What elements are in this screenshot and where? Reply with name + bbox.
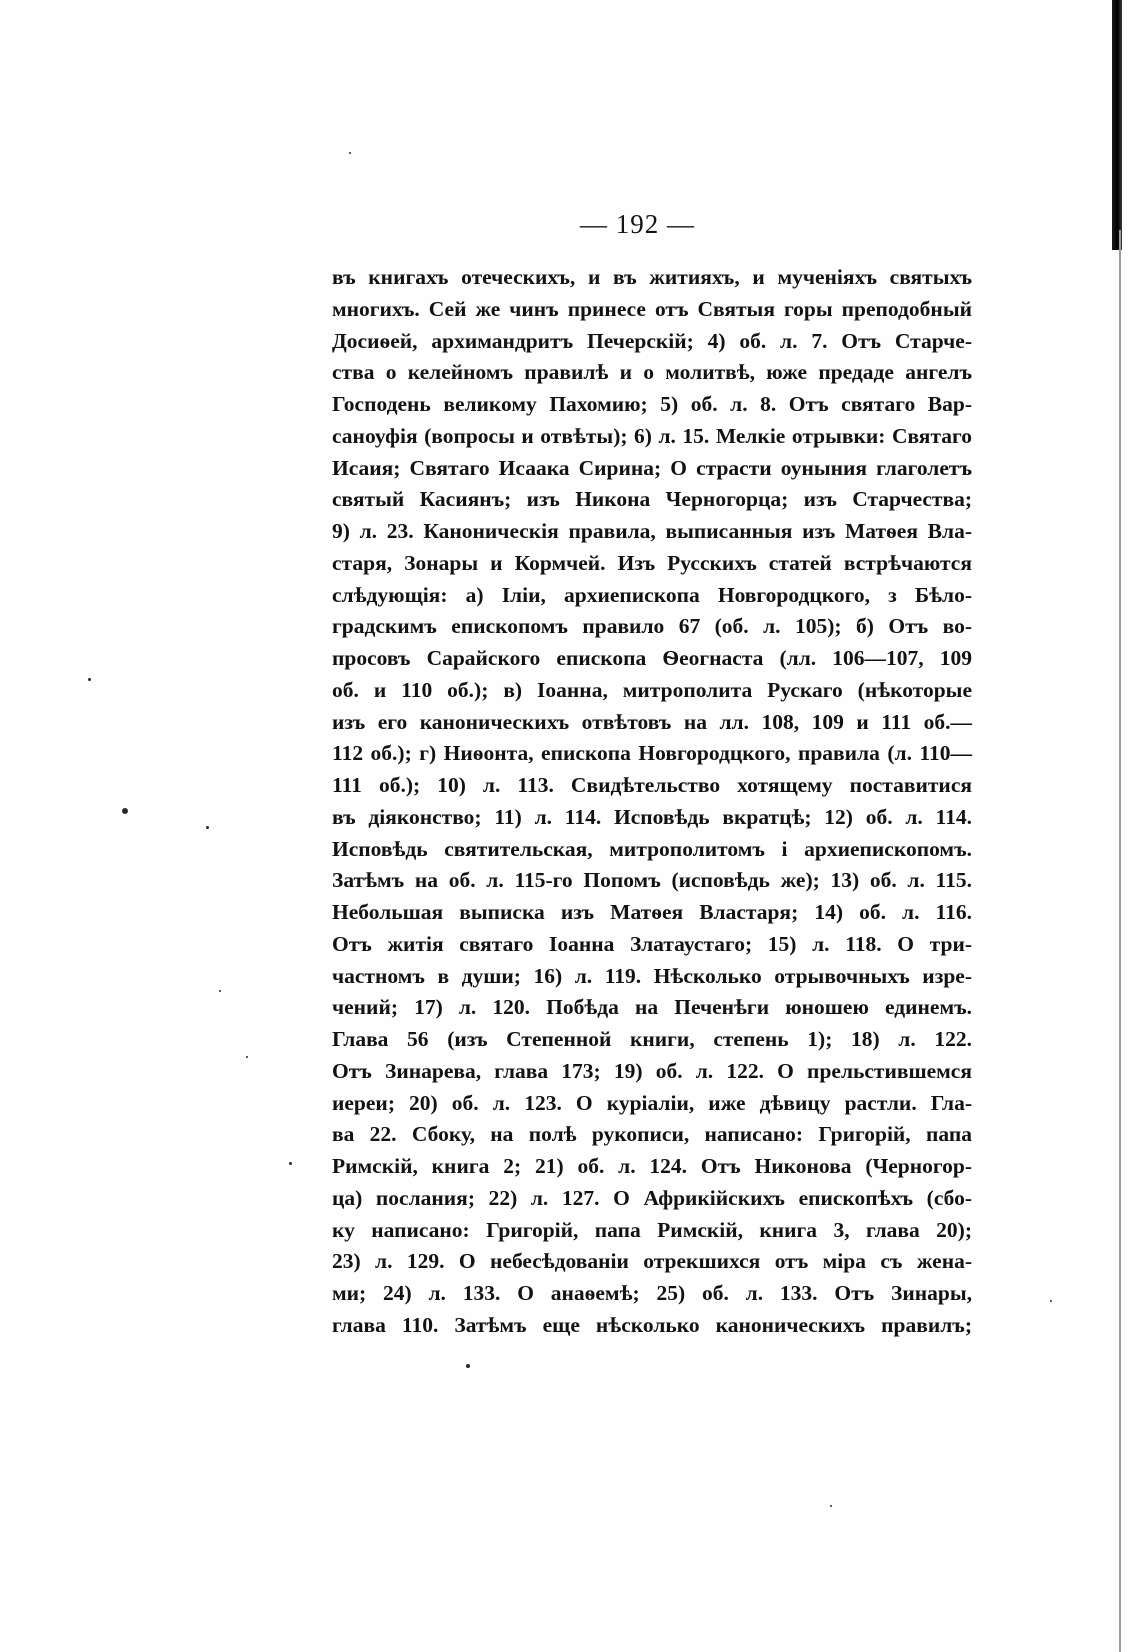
text-line: частномъ в души; 16) л. 119. Нѣсколько отрывочныхъ изре- [332, 963, 972, 988]
scan-speck [289, 1162, 292, 1165]
text-line: ми; 24) л. 133. О анаѳемѣ; 25) об. л. 133. Отъ Зинары, [332, 1281, 972, 1305]
scan-speck [206, 826, 209, 829]
text-line: въ книгахъ отеческихъ, и въ житияхъ, и мученіяхъ святыхъ [332, 265, 972, 289]
text-line: святый Касиянъ; изъ Никона Черногорца; изъ Старчества; [332, 487, 972, 512]
text-line: просовъ Сарайского епископа Ѳеогнаста (лл. 106—107, 109 [332, 646, 972, 670]
text-line: 9) л. 23. Каноническія правила, выписанныя изъ Матѳея Вла- [332, 519, 972, 543]
text-line: 23) л. 129. О небесѣдованіи отрекшихся отъ міра съ жена- [332, 1249, 972, 1274]
scan-speck [349, 152, 351, 154]
text-line: Исаия; Святаго Исаака Сирина; О страсти оуныния глаголетъ [332, 455, 972, 480]
text-line: 111 об.); 10) л. 113. Свидѣтельство хотящему поставитися [332, 773, 972, 797]
page-edge-line [1119, 230, 1121, 1652]
text-line: ку написано: Григорій, папа Римскій, книга 3, глава 20); [332, 1217, 972, 1242]
book-binding-edge [1112, 0, 1122, 250]
text-line: Небольшая выписка изъ Матѳея Властаря; 14) об. л. 116. [332, 900, 972, 924]
text-line: старя, Зонары и Кормчей. Изъ Русскихъ статей встрѣчаются [332, 550, 972, 575]
page-number: — 192 — [580, 209, 695, 239]
scan-speck [122, 808, 128, 814]
text-line: Отъ Зинарева, глава 173; 19) об. л. 122. О прельстившемся [332, 1058, 972, 1083]
scan-speck [1050, 1300, 1052, 1302]
text-line: изъ его каноническихъ отвѣтовъ на лл. 108, 109 и 111 об.— [332, 709, 972, 734]
scan-speck [219, 990, 221, 992]
text-line: Отъ житія святаго Іоанна Златаустаго; 15) л. 118. О три- [332, 931, 972, 956]
text-line: 112 об.); г) Ниѳонта, епископа Новгородцкого, правила (л. 110— [332, 741, 972, 766]
text-line: градскимъ епископомъ правило 67 (об. л. 105); б) Отъ во- [332, 614, 972, 639]
text-line: саноуфія (вопросы и отвѣты); 6) л. 15. Мелкіе отрывки: Святаго [332, 423, 972, 448]
text-line: ства о келейномъ правилѣ и о молитвѣ, юже предаде ангелъ [332, 360, 972, 385]
text-line: Затѣмъ на об. л. 115-го Попомъ (исповѣдь же); 13) об. л. 115. [332, 868, 972, 893]
scan-speck [88, 678, 91, 681]
text-line: об. и 110 об.); в) Іоанна, митрополита Рускаго (нѣкоторые [332, 677, 972, 702]
text-line: Досиѳей, архимандритъ Печерскій; 4) об. л. 7. Отъ Старче- [332, 328, 972, 353]
text-line: иереи; 20) об. л. 123. О куріаліи, иже дѣвицу растли. Гла- [332, 1090, 972, 1115]
text-line: многихъ. Сей же чинъ принесе отъ Святыя горы преподобный [332, 296, 972, 321]
text-line: Римскій, книга 2; 21) об. л. 124. Отъ Никонова (Черногор- [332, 1154, 972, 1178]
text-line: слѣдующія: а) Іліи, архиепископа Новгородцкого, з Бѣло- [332, 582, 972, 607]
scan-speck [246, 1056, 248, 1058]
text-line: въ діяконство; 11) л. 114. Исповѣдь вкратцѣ; 12) об. л. 114. [332, 804, 972, 829]
text-line: Исповѣдь святительская, митрополитомъ і архиепископомъ. [332, 836, 972, 861]
text-line: Глава 56 (изъ Степенной книги, степень 1); 18) л. 122. [332, 1027, 972, 1051]
scan-speck [830, 1505, 832, 1507]
text-line: Господень великому Пахомию; 5) об. л. 8. Отъ святаго Вар- [332, 392, 972, 416]
text-line: ва 22. Сбоку, на полѣ рукописи, написано: Григорій, папа [332, 1122, 972, 1147]
scan-speck [466, 1364, 470, 1368]
text-line: чений; 17) л. 120. Побѣда на Печенѣги юношею единемъ. [332, 995, 972, 1020]
body-text [332, 262, 972, 1342]
text-line: глава 110. Затѣмъ еще нѣсколько каноническихъ правилъ; [332, 1312, 972, 1337]
text-line: ца) послания; 22) л. 127. О Африкійскихъ епископѣхъ (сбо- [332, 1185, 972, 1210]
